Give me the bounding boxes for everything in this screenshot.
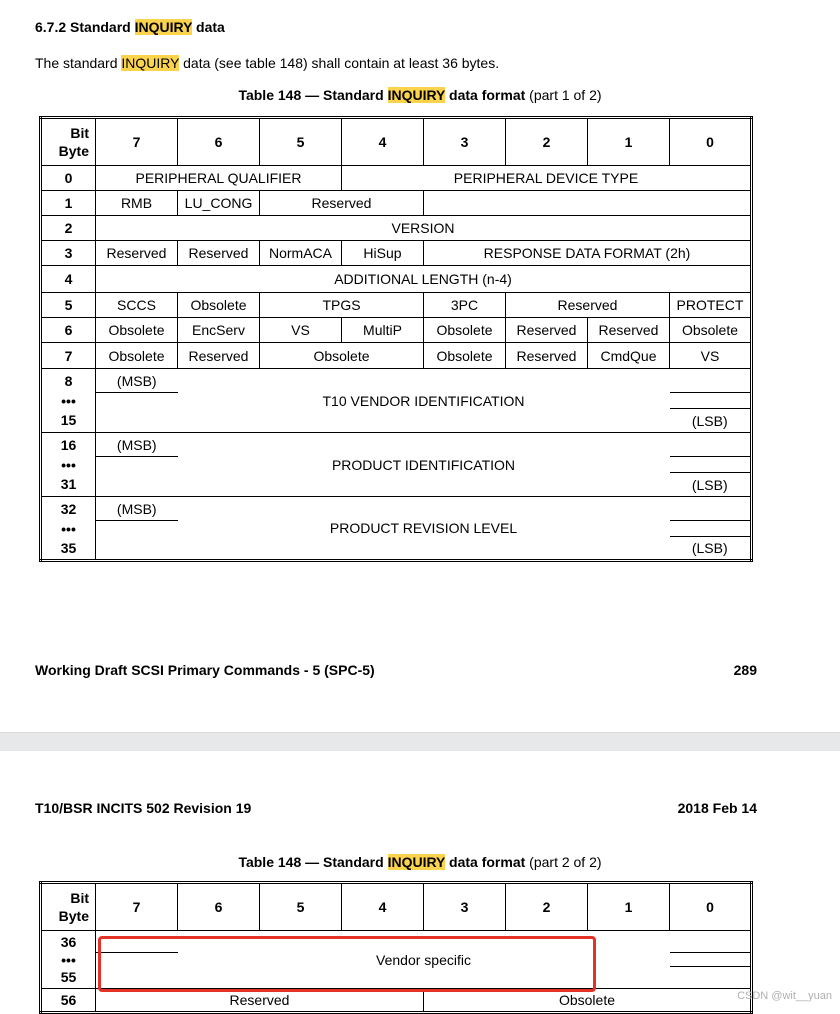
field-cell: Obsolete xyxy=(178,293,260,318)
field-cell: T10 VENDOR IDENTIFICATION xyxy=(178,369,670,433)
bit-header: 2 xyxy=(506,118,588,166)
inquiry-table-part1 xyxy=(39,116,753,562)
msb-marker: (MSB) xyxy=(96,497,178,521)
byte-ellipsis: ••• xyxy=(41,393,96,409)
byte-number: 35 xyxy=(41,537,96,561)
field-cell: EncServ xyxy=(178,318,260,343)
field-cell: RMB xyxy=(96,191,178,216)
bit-header: 0 xyxy=(670,883,752,931)
table-caption: Table 148 — Standard INQUIRY data format (part 1 of 2) xyxy=(238,87,602,103)
bit-byte-header: Bit Byte xyxy=(41,883,96,931)
red-annotation-box xyxy=(98,936,596,992)
table-row xyxy=(41,216,752,241)
field-cell-empty xyxy=(96,409,178,433)
bit-header: 2 xyxy=(506,883,588,931)
field-cell-empty xyxy=(670,457,752,473)
bit-header: 5 xyxy=(260,118,342,166)
field-cell: VERSION xyxy=(96,216,752,241)
field-cell-empty xyxy=(96,393,178,409)
field-cell-empty xyxy=(670,967,752,989)
page-separator xyxy=(0,732,840,752)
msb-marker: (MSB) xyxy=(96,433,178,457)
header-title: T10/BSR INCITS 502 Revision 19 xyxy=(35,800,252,816)
table-row xyxy=(41,433,752,457)
field-cell-empty xyxy=(670,433,752,457)
bit-header: 7 xyxy=(96,883,178,931)
bit-header: 3 xyxy=(424,118,506,166)
byte-number: 4 xyxy=(41,266,96,293)
bit-header: 0 xyxy=(670,118,752,166)
field-cell: PRODUCT REVISION LEVEL xyxy=(178,497,670,561)
field-cell: Obsolete xyxy=(96,318,178,343)
field-cell: PROTECT xyxy=(670,293,752,318)
table-row xyxy=(41,497,752,521)
page-number: 289 xyxy=(733,662,757,678)
bit-header: 7 xyxy=(96,118,178,166)
bit-byte-header: Bit Byte xyxy=(41,118,96,166)
bit-header: 4 xyxy=(342,883,424,931)
field-cell: Reserved xyxy=(588,318,670,343)
byte-number: 2 xyxy=(41,216,96,241)
byte-number: 15 xyxy=(41,409,96,433)
bit-header: 5 xyxy=(260,883,342,931)
field-cell: HiSup xyxy=(342,241,424,266)
intro-paragraph: The standard INQUIRY data (see table 148) shall contain at least 36 bytes. xyxy=(35,55,500,71)
byte-number: 7 xyxy=(41,343,96,369)
table-row xyxy=(41,343,752,369)
lsb-marker: (LSB) xyxy=(670,537,752,561)
field-cell-empty xyxy=(96,457,178,473)
byte-ellipsis: ••• xyxy=(41,953,96,967)
bit-header: 4 xyxy=(342,118,424,166)
byte-number: 36 xyxy=(41,931,96,953)
field-cell: RESPONSE DATA FORMAT (2h) xyxy=(424,241,752,266)
field-cell-empty xyxy=(670,931,752,953)
page-header xyxy=(35,800,757,816)
lsb-marker: (LSB) xyxy=(670,409,752,433)
bit-header: 1 xyxy=(588,118,670,166)
watermark: CSDN @wit__yuan xyxy=(737,990,832,1002)
field-cell-empty xyxy=(96,537,178,561)
field-cell: Vendor specific xyxy=(178,931,670,989)
byte-number: 32 xyxy=(41,497,96,521)
field-cell: PERIPHERAL DEVICE TYPE xyxy=(342,166,752,191)
field-cell: Obsolete xyxy=(424,989,752,1013)
field-cell-empty xyxy=(670,393,752,409)
search-highlight: INQUIRY xyxy=(134,19,193,35)
lsb-marker: (LSB) xyxy=(670,473,752,497)
byte-number: 8 xyxy=(41,369,96,393)
field-cell: PERIPHERAL QUALIFIER xyxy=(96,166,342,191)
search-highlight: INQUIRY xyxy=(121,55,180,71)
bit-header: 6 xyxy=(178,118,260,166)
table-row xyxy=(41,191,752,216)
byte-number: 55 xyxy=(41,967,96,989)
field-cell-empty xyxy=(670,497,752,521)
bit-header: 6 xyxy=(178,883,260,931)
field-cell: Obsolete xyxy=(670,318,752,343)
field-cell: Reserved xyxy=(260,191,424,216)
search-highlight: INQUIRY xyxy=(387,854,446,870)
field-cell: PRODUCT IDENTIFICATION xyxy=(178,433,670,497)
byte-number: 16 xyxy=(41,433,96,457)
page-footer xyxy=(35,662,757,678)
footer-title: Working Draft SCSI Primary Commands - 5 (SPC-5) xyxy=(35,662,375,678)
field-cell: Obsolete xyxy=(424,318,506,343)
field-cell-empty xyxy=(670,953,752,967)
field-cell: ADDITIONAL LENGTH (n-4) xyxy=(96,266,752,293)
table-header-row xyxy=(41,118,752,166)
byte-number: 1 xyxy=(41,191,96,216)
field-cell: NormACA xyxy=(260,241,342,266)
table-row xyxy=(41,369,752,393)
field-cell: SCCS xyxy=(96,293,178,318)
header-date: 2018 Feb 14 xyxy=(677,800,757,816)
field-cell: MultiP xyxy=(342,318,424,343)
field-cell: Reserved xyxy=(506,343,588,369)
field-cell: Reserved xyxy=(506,293,670,318)
field-cell-empty xyxy=(670,521,752,537)
byte-number: 6 xyxy=(41,318,96,343)
table-row xyxy=(41,293,752,318)
byte-number: 56 xyxy=(41,989,96,1013)
bit-header: 1 xyxy=(588,883,670,931)
field-cell: VS xyxy=(670,343,752,369)
byte-ellipsis: ••• xyxy=(41,457,96,473)
field-cell-empty xyxy=(96,521,178,537)
table-row xyxy=(41,989,752,1013)
msb-marker: (MSB) xyxy=(96,369,178,393)
field-cell: TPGS xyxy=(260,293,424,318)
field-cell: Obsolete xyxy=(260,343,424,369)
field-cell: LU_CONG xyxy=(178,191,260,216)
field-cell: Obsolete xyxy=(96,343,178,369)
field-cell: 3PC xyxy=(424,293,506,318)
field-cell: CmdQue xyxy=(588,343,670,369)
byte-number: 31 xyxy=(41,473,96,497)
field-cell: Reserved xyxy=(96,989,424,1013)
field-cell: Reserved xyxy=(178,343,260,369)
field-cell-empty xyxy=(96,473,178,497)
byte-ellipsis: ••• xyxy=(41,521,96,537)
table-row xyxy=(41,318,752,343)
table-row xyxy=(41,241,752,266)
document-page-2 xyxy=(0,751,840,1014)
section-title: 6.7.2 Standard INQUIRY data xyxy=(35,19,225,35)
field-cell: VS xyxy=(260,318,342,343)
table-row xyxy=(41,166,752,191)
byte-number: 5 xyxy=(41,293,96,318)
field-cell: Reserved xyxy=(96,241,178,266)
table-header-row xyxy=(41,883,752,931)
field-cell-empty xyxy=(424,191,752,216)
table-caption: Table 148 — Standard INQUIRY data format (part 2 of 2) xyxy=(238,854,602,870)
field-cell: Reserved xyxy=(506,318,588,343)
byte-number: 0 xyxy=(41,166,96,191)
table-row xyxy=(41,266,752,293)
field-cell: Reserved xyxy=(178,241,260,266)
field-cell: Obsolete xyxy=(424,343,506,369)
field-cell-empty xyxy=(670,369,752,393)
bit-header: 3 xyxy=(424,883,506,931)
search-highlight: INQUIRY xyxy=(387,87,446,103)
byte-number: 3 xyxy=(41,241,96,266)
